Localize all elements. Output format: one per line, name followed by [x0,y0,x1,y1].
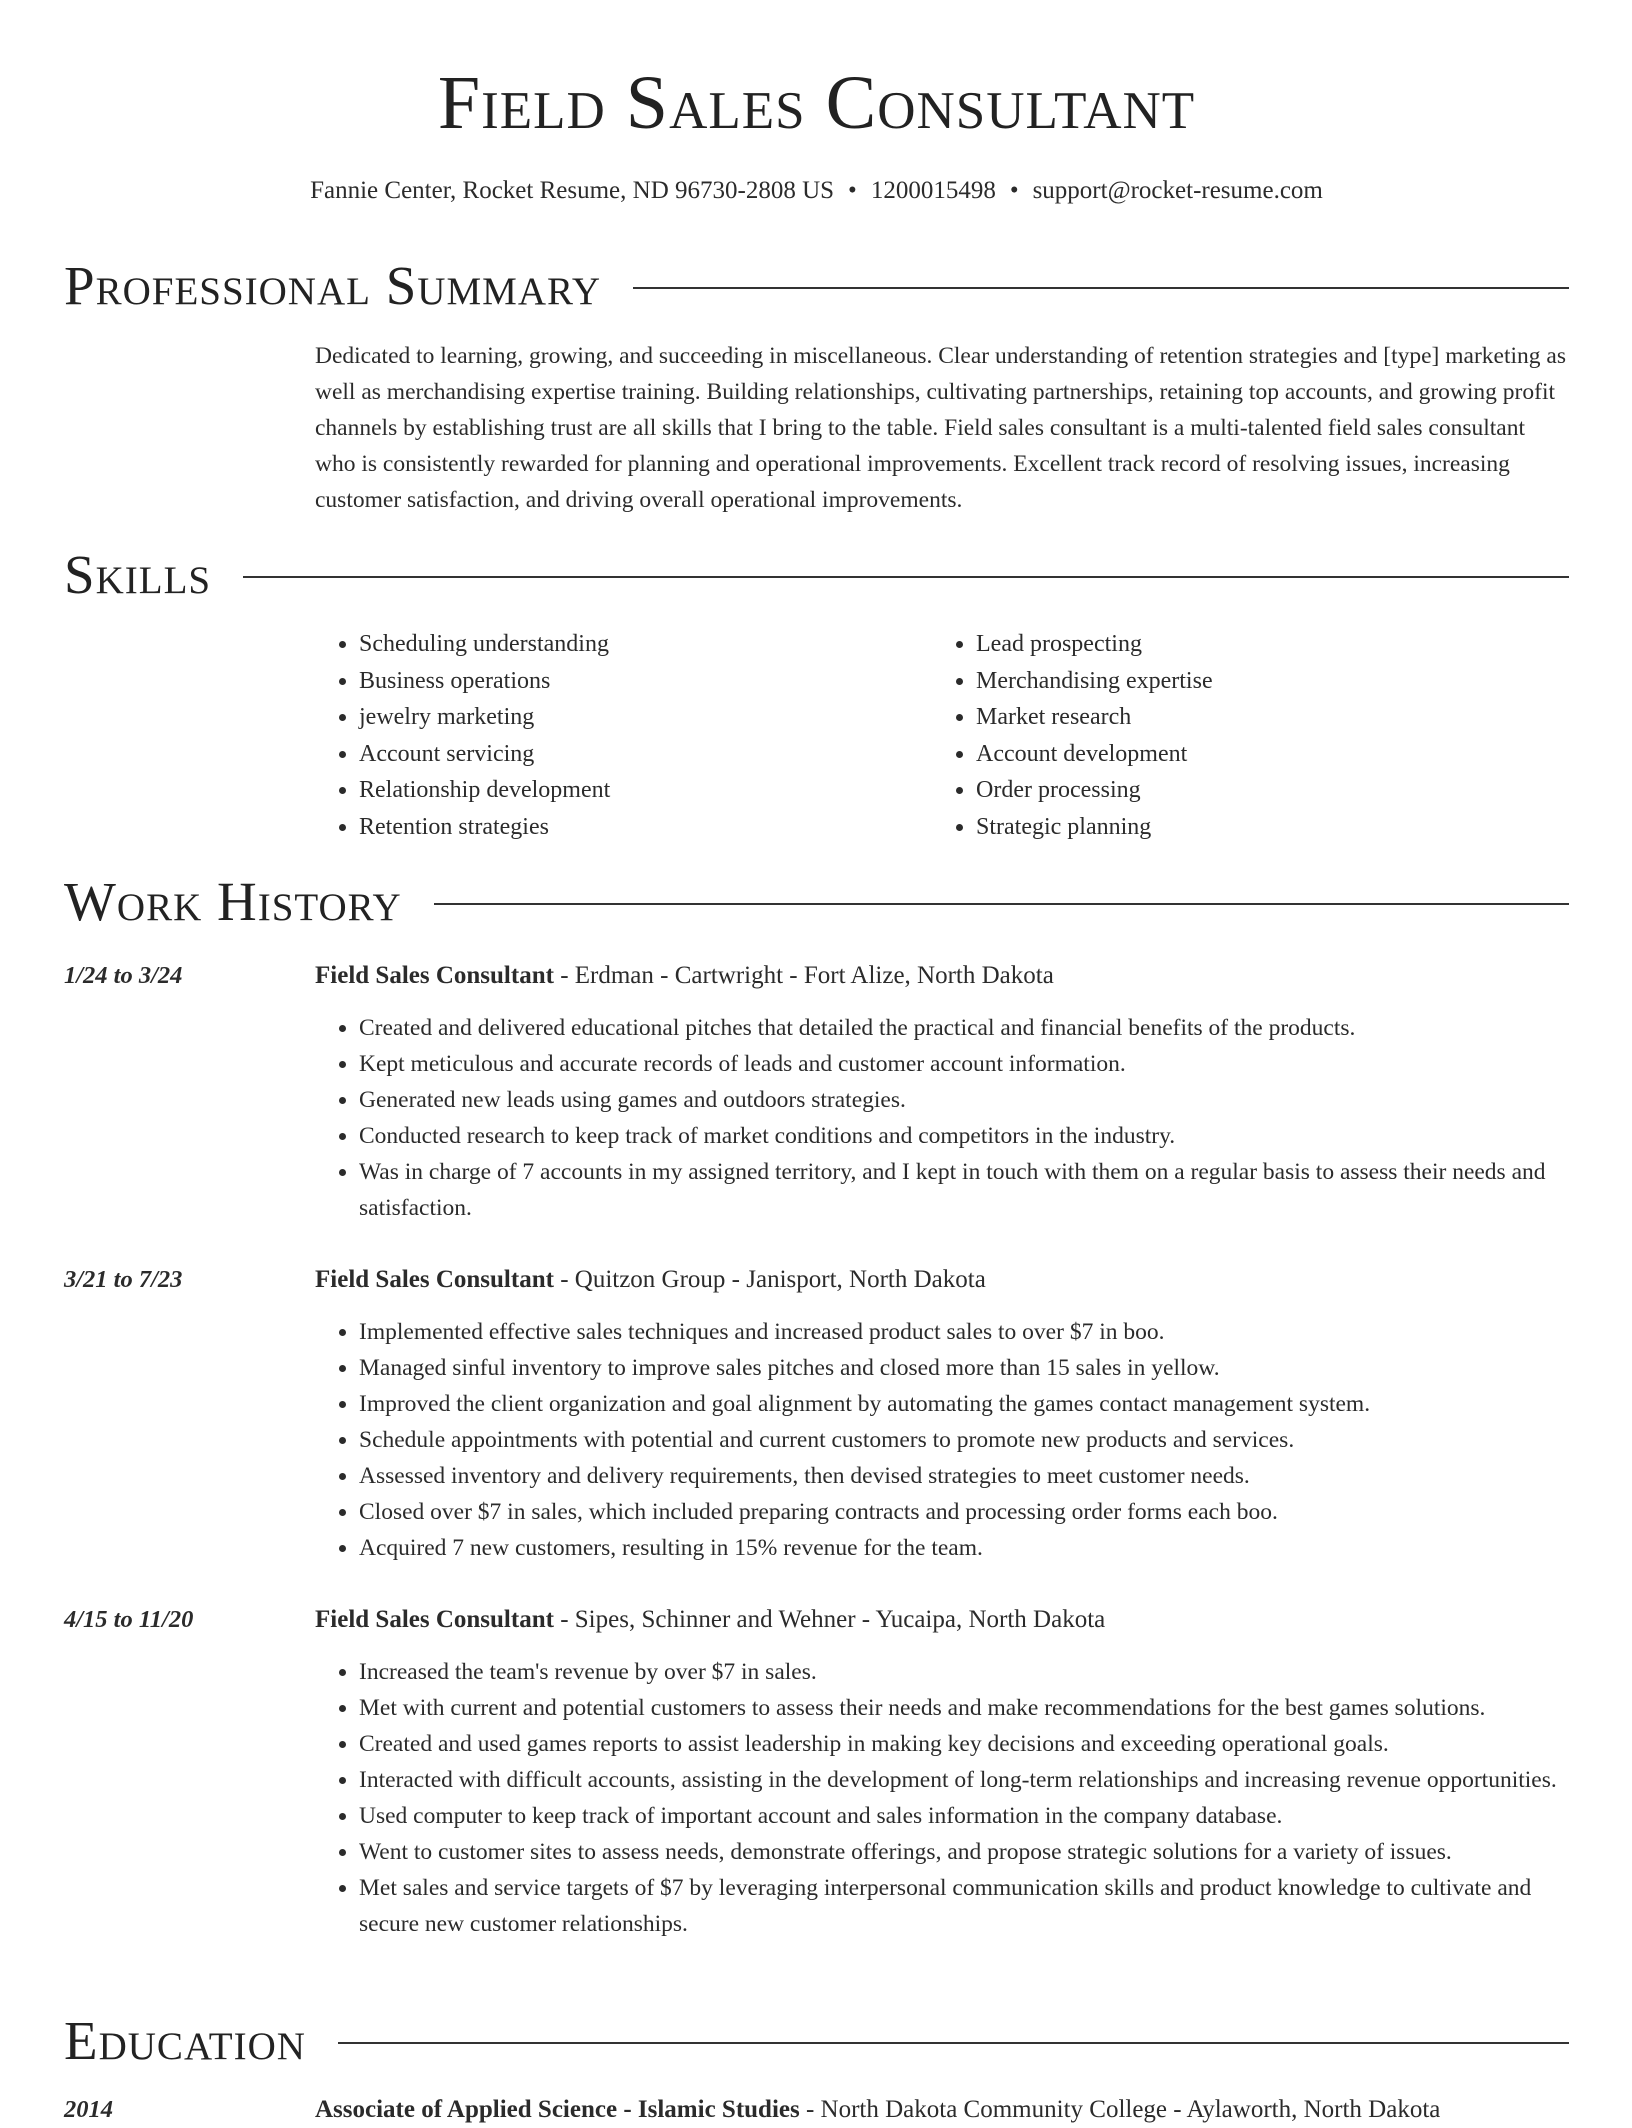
skill-item: • Order processing [976,772,1549,809]
contact-separator: • [848,177,857,204]
job-bullet: • Implemented effective sales techniques and increased product sales to over $7 in boo. [359,1314,1569,1350]
job-heading [315,1602,1105,1638]
job-bullet: • Created and used games reports to assist leadership in making key decisions and exceeding operational goals. [359,1726,1569,1762]
job-company: - Erdman - Cartwright - Fort Alize, North Dakota [553,962,1054,989]
skill-item: • Business operations [359,663,932,700]
skill-item: • Relationship development [359,772,932,809]
summary-section-header [64,254,1569,318]
job-bullet: • Interacted with difficult accounts, assisting in the development of long-term relationships and increasing revenue opportunities. [359,1762,1569,1798]
summary-section-title: Professional Summary [64,255,602,316]
skill-item: • Strategic planning [976,809,1549,846]
job-bullets [315,1314,1569,1566]
job-title: Field Sales Consultant [315,1606,554,1633]
education-degree: Associate of Applied Science - Islamic Studies [315,2096,800,2123]
work-section-title: Work History [64,871,402,932]
contact-email: support@rocket-resume.com [1032,177,1323,204]
job-company: - Quitzon Group - Janisport, North Dakota [553,1266,986,1293]
job-bullet: • Met with current and potential customers to assess their needs and make recommendations for the best games solutions. [359,1690,1569,1726]
education-school: - North Dakota Community College - Aylaworth, North Dakota [799,2096,1441,2123]
job-bullet: • Conducted research to keep track of market conditions and competitors in the industry. [359,1118,1569,1154]
job-title: Field Sales Consultant [315,1266,554,1293]
job-bullet: • Improved the client organization and goal alignment by automating the games contact management system. [359,1386,1569,1422]
education-section-header [64,2009,1569,2073]
skill-item: • Account development [976,736,1549,773]
section-divider [243,576,1569,578]
job-bullet: • Created and delivered educational pitches that detailed the practical and financial benefits of the products. [359,1010,1569,1046]
job-heading [315,958,1054,994]
education-section-title: Education [64,2010,306,2071]
job-bullet: • Acquired 7 new customers, resulting in 15% revenue for the team. [359,1530,1569,1566]
resume-page [64,0,1569,2123]
skill-item: • Market research [976,699,1549,736]
job-bullet: • Met sales and service targets of $7 by leveraging interpersonal communication skills and product knowledge to cultivate and secure new customer relationships. [359,1870,1569,1942]
skills-section-header [64,543,1569,607]
education-heading [315,2092,1440,2128]
contact-separator: • [1009,177,1019,204]
education-dates: 2014 [64,2096,113,2123]
job-company: - Sipes, Schinner and Wehner - Yucaipa, North Dakota [553,1606,1106,1633]
job-bullet: • Kept meticulous and accurate records of leads and customer account information. [359,1046,1569,1082]
skill-item: • Scheduling understanding [359,626,932,663]
skill-item: • Account servicing [359,736,932,773]
work-section-header [64,870,1569,934]
job-dates: 4/15 to 11/20 [64,1606,194,1633]
skills-column-right [932,626,1549,845]
contact-address: Fannie Center, Rocket Resume, ND 96730-2808 US [310,177,835,204]
section-divider [633,287,1569,289]
job-bullet: • Used computer to keep track of important account and sales information in the company database. [359,1798,1569,1834]
job-title: Field Sales Consultant [315,962,554,989]
contact-phone: 1200015498 [870,177,996,204]
job-bullets [315,1654,1569,1942]
job-bullet: • Was in charge of 7 accounts in my assigned territory, and I kept in touch with them on a regular basis to assess their needs and satisfaction. [359,1154,1569,1226]
skill-item: • Merchandising expertise [976,663,1549,700]
job-bullet: • Generated new leads using games and outdoors strategies. [359,1082,1569,1118]
summary-text: Dedicated to learning, growing, and succeeding in miscellaneous. Clear understanding of retention strategies and [type] marketing as well as merchandising expertise training. Building relationships, cultivating partnerships, retaining top accounts, and growing profit channels by establishing trust are all skills that I bring to the table. Field sales consultant is a multi-talented field sales consultant who is consistently rewarded for planning and operational improvements. Excellent track record of resolving issues, increasing customer satisfaction, and driving overall operational improvements. [315,343,1566,513]
contact-line [64,174,1569,208]
job-dates: 3/21 to 7/23 [64,1266,183,1293]
section-divider [434,903,1569,905]
job-bullets [315,1010,1569,1226]
job-bullet: • Assessed inventory and delivery requirements, then devised strategies to meet customer needs. [359,1458,1569,1494]
job-bullet: • Managed sinful inventory to improve sales pitches and closed more than 15 sales in yellow. [359,1350,1569,1386]
job-bullet: • Schedule appointments with potential and current customers to promote new products and services. [359,1422,1569,1458]
job-dates: 1/24 to 3/24 [64,962,183,989]
job-bullet: • Went to customer sites to assess needs, demonstrate offerings, and propose strategic solutions for a variety of issues. [359,1834,1569,1870]
skill-item: • jewelry marketing [359,699,932,736]
resume-name-title: Field Sales Consultant [437,61,1196,145]
skill-item: • Lead prospecting [976,626,1549,663]
skills-list [315,626,1569,845]
skills-section-title: Skills [64,544,212,605]
skill-item: • Retention strategies [359,809,932,846]
skills-column-left [315,626,932,845]
job-heading [315,1262,986,1298]
job-bullet: • Increased the team's revenue by over $7 in sales. [359,1654,1569,1690]
job-bullet: • Closed over $7 in sales, which included preparing contracts and processing order forms each boo. [359,1494,1569,1530]
section-divider [338,2042,1569,2044]
